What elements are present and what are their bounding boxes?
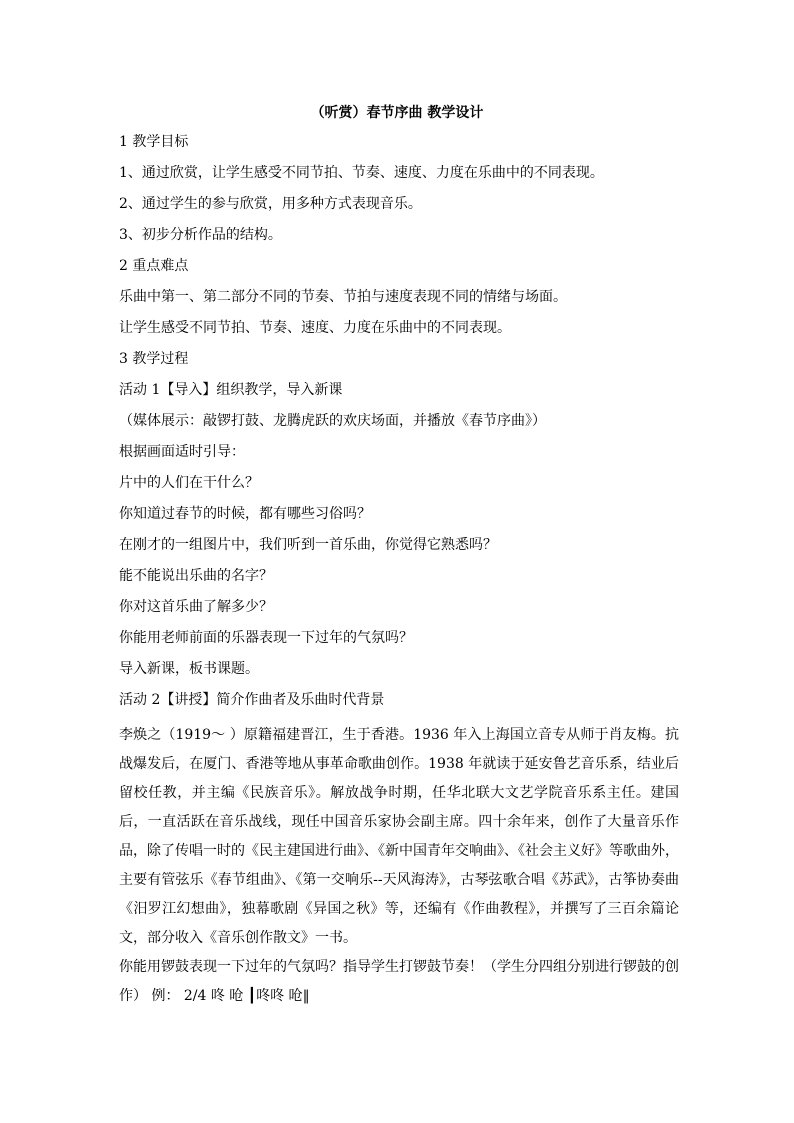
process-line: 导入新课，板书课题。 [119, 661, 259, 677]
process-question: 在刚才的一组图片中，我们听到一首乐曲，你觉得它熟悉吗？ [119, 537, 497, 553]
process-question: 你能用老师前面的乐器表现一下过年的气氛吗？ [119, 630, 413, 646]
activity-heading: 活动 2【讲授】简介作曲者及乐曲时代背景 [119, 692, 385, 708]
composer-biography: 李焕之（1919～ ）原籍福建晋江，生于香港。1936 年入上海国立音专从师于肖友梅。抗战爆发后，在厦门、香港等地从事革命歌曲创作。1938 年就读于延安鲁艺音乐系，结业后留校任教，并主编《民族音乐》。解放战争时期，任华北联大文艺学院音乐系主任。建国后，一直活跃在音乐战线，现任中国音乐家协会副主席。四十余年来，创作了大量音乐作品，除了传唱一时的《民主建国进行曲》、《新中国青年交响曲》、《社会主义好》等歌曲外，主要有管弦乐《春节组曲》、《第一交响乐--天风海涛》，古琴弦歌合唱《苏武》，古筝协奏曲《汨罗江幻想曲》，独幕歌剧《异国之秋》等，还编有《作曲教程》，并撰写了三百余篇论文，部分收入《音乐创作散文》一书。 [119, 727, 679, 946]
section-heading-objectives: 1 教学目标 [119, 134, 189, 150]
objective-item: 1、通过欣赏，让学生感受不同节拍、节奏、速度、力度在乐曲中的不同表现。 [119, 165, 604, 181]
key-point-item: 乐曲中第一、第二部分不同的节奏、节拍与速度表现不同的情绪与场面。 [119, 289, 567, 305]
key-point-item: 让学生感受不同节拍、节奏、速度、力度在乐曲中的不同表现。 [119, 320, 511, 336]
section-heading-process: 3 教学过程 [119, 351, 189, 367]
closing-paragraph: 你能用锣鼓表现一下过年的气氛吗？指导学生打锣鼓节奏！（学生分四组分别进行锣鼓的创作） 例： 2/4 咚 呛 ┃咚咚 呛‖ [119, 959, 679, 1004]
process-question: 片中的人们在干什么？ [119, 475, 259, 491]
process-line: （媒体展示：敲锣打鼓、龙腾虎跃的欢庆场面，并播放《春节序曲》） [119, 413, 546, 429]
activity-heading: 活动 1【导入】组织教学，导入新课 [119, 382, 343, 398]
objective-item: 2、通过学生的参与欣赏，用多种方式表现音乐。 [119, 196, 422, 212]
document-body [119, 132, 679, 1011]
process-question: 能不能说出乐曲的名字？ [119, 568, 273, 584]
process-question: 你对这首乐曲了解多少？ [119, 599, 273, 615]
process-question: 你知道过春节的时候，都有哪些习俗吗？ [119, 506, 371, 522]
process-line: 根据画面适时引导： [119, 444, 245, 460]
document-title: （听赏）春节序曲 教学设计 [310, 105, 484, 121]
section-heading-key-points: 2 重点难点 [119, 258, 189, 274]
objective-item: 3、初步分析作品的结构。 [119, 227, 282, 243]
